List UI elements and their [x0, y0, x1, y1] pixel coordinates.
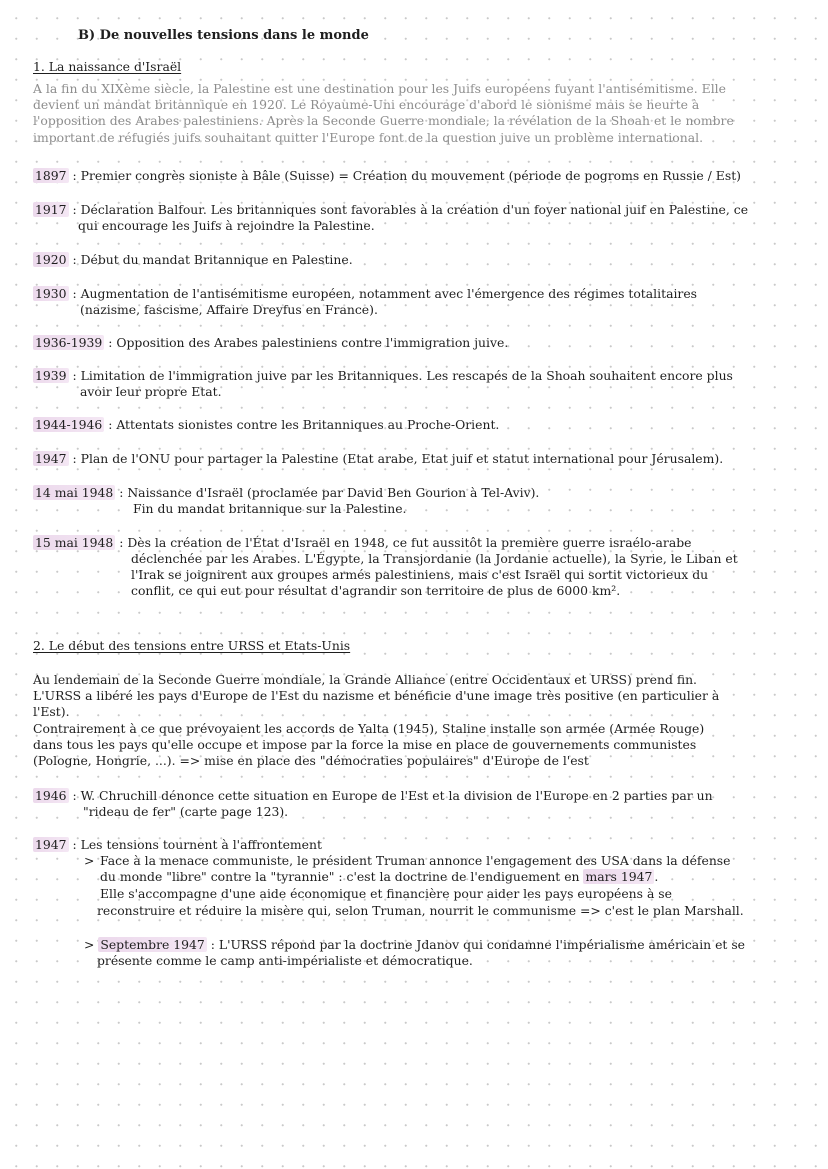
date-highlight: 1944-1946 [35, 417, 103, 432]
entry-text: Début du mandat Britannique en Palestine. [80, 252, 353, 267]
bullet-text: L'URSS répond par la doctrine Jdanov qui condamne l'impérialisme américain et se [218, 937, 746, 952]
timeline-entry-14-mai-1948: 14 mai 1948 : Naissance d'Israël (proclamée par David Ben Gourion à Tel-Aviv). [35, 485, 540, 500]
entry-text: Opposition des Arabes palestiniens contre l'immigration juive. [116, 335, 509, 350]
timeline-entry-1947-tensions: 1947 : Les tensions tournent à l'affrontement [35, 837, 322, 852]
date-highlight: 15 mai 1948 [35, 535, 114, 550]
section1-intro [33, 81, 734, 146]
date-highlight: 1936-1939 [35, 335, 103, 350]
entry-text: Augmentation de l'antisémitisme européen, notamment avec l'émergence des régimes totalitaires [80, 286, 698, 301]
bullet-text-part: du monde "libre" contre la "tyrannie" : c'est la doctrine de l'endiguement en [100, 869, 584, 884]
entry-text: Plan de l'ONU pour partager la Palestine (Etat arabe, Etat juif et statut international pour Jérusalem). [80, 451, 724, 466]
entry-text: Naissance d'Israël (proclamée par David Ben Gourion à Tel-Aviv). [127, 485, 540, 500]
bullet-text: Face à la menace communiste, le président Truman annonce l'engagement des USA dans la défense [100, 853, 731, 868]
date-highlight: Septembre 1947 [100, 937, 205, 952]
intro-line: A la fin du XIXème siècle, la Palestine est une destination pour les Juifs européens fuyant l'antisémitisme. Elle [33, 81, 726, 96]
timeline-entry-1920: 1920 : Début du mandat Britannique en Palestine. [35, 252, 353, 267]
entry-line: déclenchée par les Arabes. L'Égypte, la Transjordanie (la Jordanie actuelle), la Syrie, le Liban et [131, 551, 738, 566]
bullet-item-septembre-1947: > Septembre 1947 : L'URSS répond par la doctrine Jdanov qui condamne l'impérialisme américain et se [84, 937, 746, 952]
section2-intro [33, 672, 719, 769]
entry-text: Attentats sionistes contre les Britanniques au Proche-Orient. [116, 417, 500, 432]
entry-line: conflit, ce qui eut pour résultat d'agrandir son territoire de plus de 6000 km². [131, 583, 621, 599]
section2-heading: 2. Le début des tensions entre URSS et Etats-Unis [33, 638, 351, 653]
timeline-entry-1930: 1930 : Augmentation de l'antisémitisme européen, notamment avec l'émergence des régimes totalitaires [35, 286, 698, 301]
date-highlight: 1947 [35, 837, 67, 852]
date-highlight: 1920 [35, 252, 67, 267]
entry-text: W. Chruchill dénonce cette situation en Europe de l'Est et la division de l'Europe en 2 parties par un [80, 788, 713, 803]
entry-text: Les tensions tournent à l'affrontement [80, 837, 322, 852]
entry-text: Limitation de l'immigration juive par les Britanniques. Les rescapés de la Shoah souhaitent encore plus [80, 368, 733, 383]
entry-text-continued: Fin du mandat britannique sur la Palestine. [133, 501, 407, 516]
intro-line: devient un mandat britannique en 1920. Le Royaume-Uni encourage d'abord le sionisme mais se heurte à [33, 97, 700, 113]
intro-line: Contrairement à ce que prévoyaient les accords de Yalta (1945), Staline installe son armée (Armée Rouge) [33, 720, 705, 736]
intro-line: dans tous les pays qu'elle occupe et impose par la force la mise en place de gouvernements communistes [33, 736, 697, 752]
entry-text: Dès la création de l'État d'Israël en 1948, ce fut aussitôt la première guerre israélo-arabe [127, 535, 692, 550]
intro-line: l'opposition des Arabes palestiniens. Après la Seconde Guerre mondiale, la révélation de la Shoah et le nombre [33, 113, 734, 129]
entry-text: Déclaration Balfour. Les britanniques sont favorables à la création d'un foyer national juif en Palestine, ce [80, 202, 749, 217]
entry-text: Premier congrès sioniste à Bâle (Suisse) = Création du mouvement (période de pogroms en Russie / Est) [80, 168, 742, 183]
intro-line: important de réfugiés juifs souhaitant quitter l'Europe font de la question juive un problème international. [33, 129, 704, 145]
intro-line: L'URSS a libéré les pays d'Europe de l'Est du nazisme et bénéficie d'une image très positive (en particulier à [33, 688, 720, 704]
bullet-text: Elle s'accompagne d'une aide économique et financière pour aider les pays européens à se [100, 886, 672, 901]
entry-text-continued: "rideau de fer" (carte page 123). [83, 804, 289, 819]
date-highlight: 1939 [35, 368, 67, 383]
page-title: B) De nouvelles tensions dans le monde [78, 28, 369, 43]
date-highlight: mars 1947 [585, 869, 653, 884]
intro-line: (Pologne, Hongrie, ...). => mise en place des "démocraties populaires" d'Europe de l'est [33, 753, 589, 769]
entry-text-continued: (nazisme, fascisme, Affaire Dreyfus en France). [80, 302, 378, 317]
bullet-text: reconstruire et réduire la misère qui, selon Truman, nourrit le communisme => c'est le plan Marshall. [97, 903, 744, 918]
timeline-entry-1939: 1939 : Limitation de l'immigration juive par les Britanniques. Les rescapés de la Shoah souhaitent encore plus [35, 368, 733, 383]
timeline-entry-1917: 1917 : Déclaration Balfour. Les britanniques sont favorables à la création d'un foyer national juif en Palestine, ce [35, 202, 749, 217]
entry-text-continued [131, 551, 738, 600]
bullet-marker: > [84, 937, 95, 952]
timeline-entry-1947: 1947 : Plan de l'ONU pour partager la Palestine (Etat arabe, Etat juif et statut international pour Jérusalem). [35, 451, 724, 466]
date-highlight: 1917 [35, 202, 67, 217]
bullet-marker: > [84, 853, 95, 868]
entry-text-continued: qui encourage les Juifs à rejoindre la Palestine. [78, 218, 375, 233]
timeline-entry-1897: 1897 : Premier congrès sioniste à Bâle (Suisse) = Création du mouvement (période de pogroms en Russie / Est) [35, 168, 742, 183]
section1-heading: 1. La naissance d'Israël [33, 59, 182, 74]
entry-line: l'Irak se joignirent aux groupes armés palestiniens, mais c'est Israël qui sortit victorieux du [131, 567, 709, 583]
bullet-text: présente comme le camp anti-impérialiste et démocratique. [97, 953, 473, 968]
bullet-text-part: . [654, 869, 659, 884]
date-highlight: 14 mai 1948 [35, 485, 114, 500]
date-highlight: 1946 [35, 788, 67, 803]
timeline-entry-1936-1939: 1936-1939 : Opposition des Arabes palestiniens contre l'immigration juive. [35, 335, 509, 350]
date-highlight: 1930 [35, 286, 67, 301]
timeline-entry-15-mai-1948: 15 mai 1948 : Dès la création de l'État d'Israël en 1948, ce fut aussitôt la première guerre israélo-arabe [35, 535, 692, 550]
intro-line: Au lendemain de la Seconde Guerre mondiale, la Grande Alliance (entre Occidentaux et URSS) prend fin. [33, 672, 697, 687]
timeline-entry-1946: 1946 : W. Chruchill dénonce cette situation en Europe de l'Est et la division de l'Europe en 2 parties par un [35, 788, 713, 803]
timeline-entry-1944-1946: 1944-1946 : Attentats sionistes contre les Britanniques au Proche-Orient. [35, 417, 500, 432]
bullet-text [100, 869, 658, 885]
entry-text-continued: avoir leur propre Etat. [80, 384, 222, 399]
intro-line: l'Est). [33, 704, 70, 720]
date-highlight: 1947 [35, 451, 67, 466]
date-highlight: 1897 [35, 168, 67, 183]
